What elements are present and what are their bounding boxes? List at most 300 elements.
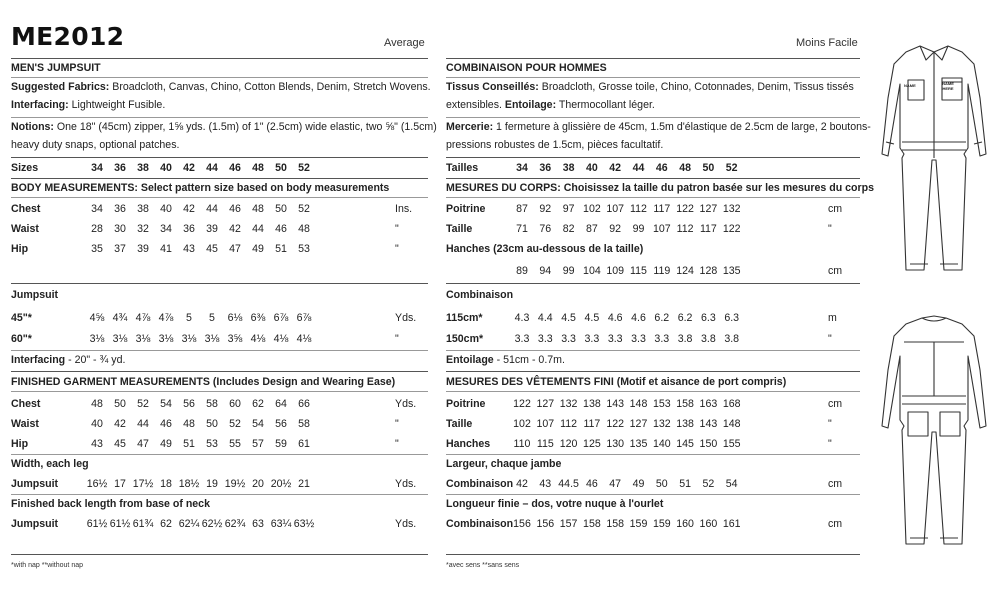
value-cell: 6.3 bbox=[724, 312, 740, 324]
section-heading: MEN'S JUMPSUIT bbox=[11, 62, 101, 74]
value-cell: 4⅞ bbox=[158, 312, 174, 324]
rule bbox=[11, 350, 428, 351]
finished-row-waist bbox=[11, 417, 428, 431]
unit-cell: cm bbox=[828, 265, 843, 277]
patch-text-right: NAME HERE bbox=[942, 81, 954, 91]
value-cell: 34 bbox=[91, 203, 103, 215]
value-cell: 140 bbox=[652, 438, 671, 450]
row-label: Combinaison bbox=[446, 478, 514, 490]
value-cell: 132 bbox=[722, 203, 741, 215]
value-cell: 4⅛ bbox=[250, 333, 266, 345]
value-cell: 20 bbox=[252, 478, 264, 490]
value-cell: 42 bbox=[183, 203, 195, 215]
value-cell: 52 bbox=[702, 478, 715, 490]
value-cell: 4.5 bbox=[584, 312, 600, 324]
body-row-chest bbox=[11, 202, 428, 216]
value-cell: 61¾ bbox=[132, 518, 154, 530]
row-label: Sizes bbox=[11, 162, 39, 174]
rule bbox=[11, 554, 428, 555]
unit-cell: Yds. bbox=[395, 518, 417, 530]
row-label: Chest bbox=[11, 203, 41, 215]
unit-cell: " bbox=[395, 438, 399, 450]
value-cell: 127 bbox=[536, 398, 555, 410]
rule bbox=[446, 391, 860, 392]
value-cell: 30 bbox=[114, 223, 126, 235]
interfacing-yardage-text: - 20" - ¾ yd. bbox=[65, 354, 126, 366]
value-cell: 143 bbox=[606, 398, 625, 410]
value-cell: 155 bbox=[722, 438, 741, 450]
value-cell: 41 bbox=[160, 243, 172, 255]
value-cell: 107 bbox=[652, 223, 671, 235]
value-cell: 5 bbox=[209, 312, 215, 324]
notions-line-fr bbox=[446, 120, 871, 134]
value-cell: 3.3 bbox=[514, 333, 530, 345]
value-cell: 122 bbox=[722, 223, 741, 235]
value-cell: 4⅞ bbox=[135, 312, 151, 324]
rule bbox=[11, 454, 428, 455]
value-cell: 97 bbox=[562, 203, 575, 215]
footnote: *with nap **without nap bbox=[11, 562, 83, 569]
rule bbox=[446, 494, 860, 495]
yardage-heading-fr: Combinaison bbox=[446, 289, 514, 301]
yardage-row-150 bbox=[446, 332, 860, 346]
value-cell: 35 bbox=[91, 243, 103, 255]
value-cell: 107 bbox=[606, 203, 625, 215]
value-cell: 135 bbox=[629, 438, 648, 450]
interfacing-label-fr: Entoilage: bbox=[504, 99, 557, 111]
value-cell: 48 bbox=[252, 203, 264, 215]
width-row-fr bbox=[446, 477, 860, 491]
value-cell: 3.8 bbox=[724, 333, 740, 345]
value-cell: 99 bbox=[632, 223, 645, 235]
value-cell: 4.4 bbox=[537, 312, 553, 324]
rule bbox=[11, 283, 428, 284]
value-cell: 42 bbox=[516, 478, 528, 490]
value-cell: 92 bbox=[539, 203, 552, 215]
rule bbox=[446, 197, 860, 198]
rule bbox=[446, 283, 860, 284]
size-cell: 46 bbox=[655, 162, 668, 174]
value-cell: 56 bbox=[275, 418, 287, 430]
value-cell: 57 bbox=[252, 438, 264, 450]
fabrics-line-fr-2 bbox=[446, 98, 655, 112]
value-cell: 45 bbox=[206, 243, 218, 255]
unit-cell: " bbox=[395, 223, 399, 235]
notions-text-fr: 1 fermeture à glissière de 45cm, 1.5m d'élastique de 2.5cm de large, 2 boutons- bbox=[493, 121, 871, 133]
rule bbox=[446, 157, 860, 158]
value-cell: 87 bbox=[585, 223, 598, 235]
value-cell: 158 bbox=[583, 518, 601, 530]
value-cell: 47 bbox=[137, 438, 149, 450]
unit-cell: " bbox=[395, 418, 399, 430]
value-cell: 115 bbox=[630, 265, 647, 277]
yardage-row-115 bbox=[446, 311, 860, 325]
value-cell: 51 bbox=[183, 438, 195, 450]
value-cell: 6⅛ bbox=[227, 312, 243, 324]
value-cell: 122 bbox=[676, 203, 694, 215]
value-cell: 148 bbox=[629, 398, 648, 410]
value-cell: 66 bbox=[298, 398, 310, 410]
value-cell: 157 bbox=[559, 518, 578, 530]
value-cell: 39 bbox=[137, 243, 149, 255]
value-cell: 47 bbox=[229, 243, 241, 255]
value-cell: 4.5 bbox=[561, 312, 576, 324]
fabrics-label-fr: Tissus Conseillés: bbox=[446, 81, 539, 93]
value-cell: 40 bbox=[91, 418, 103, 430]
value-cell: 51 bbox=[275, 243, 287, 255]
value-cell: 42 bbox=[229, 223, 241, 235]
value-cell: 49 bbox=[632, 478, 645, 490]
finished-row-poitrine bbox=[446, 397, 860, 411]
value-cell: 89 bbox=[516, 265, 528, 277]
english-column bbox=[11, 58, 437, 558]
value-cell: 36 bbox=[183, 223, 195, 235]
value-cell: 58 bbox=[206, 398, 218, 410]
row-label: Combinaison bbox=[446, 518, 514, 530]
value-cell: 3.3 bbox=[654, 333, 670, 345]
value-cell: 63¼ bbox=[270, 518, 292, 530]
value-cell: 122 bbox=[606, 418, 625, 430]
value-cell: 50 bbox=[275, 203, 287, 215]
value-cell: 127 bbox=[629, 418, 648, 430]
value-cell: 48 bbox=[183, 418, 195, 430]
value-cell: 163 bbox=[699, 398, 718, 410]
unit-cell: cm bbox=[828, 478, 843, 490]
value-cell: 156 bbox=[513, 518, 531, 530]
french-column bbox=[446, 58, 874, 558]
unit-cell: cm bbox=[828, 398, 843, 410]
value-cell: 3⅛ bbox=[181, 333, 197, 345]
value-cell: 51 bbox=[679, 478, 691, 490]
value-cell: 130 bbox=[606, 438, 625, 450]
value-cell: 54 bbox=[252, 418, 264, 430]
unit-cell: " bbox=[828, 418, 832, 430]
value-cell: 99 bbox=[562, 265, 575, 277]
rule bbox=[11, 178, 428, 179]
size-cell: 34 bbox=[91, 162, 103, 174]
row-label: Jumpsuit bbox=[11, 518, 59, 530]
yardage-row-60 bbox=[11, 332, 428, 346]
row-label: 45"* bbox=[11, 312, 32, 324]
interfacing-line bbox=[11, 98, 165, 112]
value-cell: 17 bbox=[114, 478, 126, 490]
value-cell: 110 bbox=[513, 438, 531, 450]
value-cell: 3⅝ bbox=[227, 333, 243, 345]
row-label: Chest bbox=[11, 398, 41, 410]
row-label: Tailles bbox=[446, 162, 479, 174]
sizes-row bbox=[11, 161, 428, 175]
row-label: Taille bbox=[446, 223, 473, 235]
value-cell: 125 bbox=[583, 438, 601, 450]
value-cell: 161 bbox=[722, 518, 741, 530]
section-heading-fr: COMBINAISON POUR HOMMES bbox=[446, 62, 607, 74]
value-cell: 44 bbox=[252, 223, 264, 235]
fabrics-line-fr bbox=[446, 80, 854, 94]
interfacing-yardage-text-fr: - 51cm - 0.7m. bbox=[493, 354, 565, 366]
value-cell: 3.3 bbox=[537, 333, 553, 345]
yardage-heading: Jumpsuit bbox=[11, 289, 59, 301]
value-cell: 132 bbox=[652, 418, 671, 430]
interfacing-yardage-fr bbox=[446, 353, 565, 367]
value-cell: 63½ bbox=[293, 518, 315, 530]
value-cell: 76 bbox=[539, 223, 552, 235]
value-cell: 6⅞ bbox=[273, 312, 289, 324]
row-label: Hip bbox=[11, 243, 29, 255]
fabrics-text-fr-2: extensibles. bbox=[446, 99, 505, 111]
value-cell: 6.3 bbox=[701, 312, 716, 324]
value-cell: 62 bbox=[160, 518, 172, 530]
value-cell: 4⅛ bbox=[273, 333, 289, 345]
value-cell: 43 bbox=[91, 438, 103, 450]
rule bbox=[11, 371, 428, 372]
rule bbox=[11, 391, 428, 392]
rule bbox=[446, 371, 860, 372]
value-cell: 46 bbox=[160, 418, 172, 430]
value-cell: 48 bbox=[91, 398, 103, 410]
value-cell: 104 bbox=[583, 265, 601, 277]
size-cell: 52 bbox=[298, 162, 310, 174]
size-cell: 44 bbox=[632, 162, 645, 174]
rule bbox=[446, 117, 860, 118]
size-cell: 40 bbox=[585, 162, 598, 174]
value-cell: 61 bbox=[298, 438, 310, 450]
value-cell: 3.8 bbox=[677, 333, 693, 345]
unit-cell: Yds. bbox=[395, 478, 417, 490]
value-cell: 115 bbox=[536, 438, 554, 450]
value-cell: 6⅜ bbox=[250, 312, 266, 324]
value-cell: 3.3 bbox=[607, 333, 623, 345]
finished-heading: FINISHED GARMENT MEASUREMENTS (Includes Design and Wearing Ease) bbox=[11, 376, 396, 388]
size-cell: 48 bbox=[679, 162, 691, 174]
unit-cell: m bbox=[828, 312, 837, 324]
value-cell: 20½ bbox=[270, 478, 292, 490]
size-cell: 50 bbox=[702, 162, 715, 174]
interfacing-text-fr: Thermocollant léger. bbox=[556, 99, 655, 111]
value-cell: 128 bbox=[699, 265, 718, 277]
rule bbox=[11, 197, 428, 198]
length-heading: Finished back length from base of neck bbox=[11, 498, 210, 510]
value-cell: 3.3 bbox=[631, 333, 646, 345]
value-cell: 37 bbox=[114, 243, 126, 255]
rule bbox=[446, 554, 860, 555]
value-cell: 158 bbox=[676, 398, 694, 410]
jumpsuit-front-illustration bbox=[876, 38, 992, 290]
value-cell: 18 bbox=[160, 478, 172, 490]
value-cell: 56 bbox=[183, 398, 195, 410]
value-cell: 17½ bbox=[132, 478, 154, 490]
unit-cell: Ins. bbox=[395, 203, 413, 215]
fabrics-label: Suggested Fabrics: bbox=[11, 81, 110, 93]
value-cell: 4⅛ bbox=[296, 333, 312, 345]
finished-row-taille bbox=[446, 417, 860, 431]
row-label: 60"* bbox=[11, 333, 32, 345]
difficulty-label: Average bbox=[384, 37, 425, 49]
row-label: Poitrine bbox=[446, 203, 486, 215]
value-cell: 107 bbox=[536, 418, 555, 430]
body-row-taille bbox=[446, 222, 860, 236]
value-cell: 3⅛ bbox=[158, 333, 174, 345]
body-row-poitrine bbox=[446, 202, 860, 216]
value-cell: 48 bbox=[298, 223, 310, 235]
value-cell: 6⅞ bbox=[296, 312, 312, 324]
unit-cell: " bbox=[395, 243, 399, 255]
value-cell: 138 bbox=[676, 418, 694, 430]
rule bbox=[446, 58, 860, 59]
finished-heading-fr: MESURES DES VÊTEMENTS FINI (Motif et aisance de port compris) bbox=[446, 376, 787, 388]
body-heading-fr: MESURES DU CORPS: Choisissez la taille du patron basée sur les mesures du corps bbox=[446, 182, 874, 194]
notions-label-fr: Mercerie: bbox=[446, 121, 494, 133]
size-cell: 38 bbox=[137, 162, 149, 174]
value-cell: 3⅛ bbox=[89, 333, 105, 345]
value-cell: 153 bbox=[652, 398, 671, 410]
value-cell: 52 bbox=[298, 203, 310, 215]
finished-row-hip bbox=[11, 437, 428, 451]
length-row bbox=[11, 517, 428, 531]
size-cell: 50 bbox=[275, 162, 287, 174]
value-cell: 4.3 bbox=[514, 312, 530, 324]
value-cell: 53 bbox=[206, 438, 218, 450]
interfacing-yardage-label-fr: Entoilage bbox=[446, 354, 494, 366]
interfacing-yardage-label: Interfacing bbox=[11, 354, 66, 366]
notions-line-fr-2: pressions robustes de 1.5cm, pièces facultatif. bbox=[446, 139, 664, 151]
value-cell: 3.3 bbox=[584, 333, 600, 345]
pattern-number: ME2012 bbox=[11, 22, 125, 51]
size-cell: 42 bbox=[609, 162, 622, 174]
rule bbox=[446, 454, 860, 455]
value-cell: 64 bbox=[275, 398, 287, 410]
size-cell: 36 bbox=[114, 162, 126, 174]
value-cell: 62¾ bbox=[224, 518, 246, 530]
value-cell: 58 bbox=[298, 418, 310, 430]
value-cell: 40 bbox=[160, 203, 172, 215]
rule bbox=[11, 117, 428, 118]
value-cell: 168 bbox=[722, 398, 741, 410]
value-cell: 44 bbox=[206, 203, 218, 215]
value-cell: 120 bbox=[559, 438, 578, 450]
body-row-hip bbox=[11, 242, 428, 256]
value-cell: 54 bbox=[725, 478, 738, 490]
value-cell: 47 bbox=[609, 478, 622, 490]
row-label: 115cm* bbox=[446, 312, 483, 324]
notions-line-2: heavy duty snaps, optional patches. bbox=[11, 139, 180, 151]
value-cell: 46 bbox=[585, 478, 598, 490]
value-cell: 122 bbox=[513, 398, 531, 410]
unit-cell: " bbox=[395, 333, 399, 345]
value-cell: 43 bbox=[539, 478, 552, 490]
value-cell: 19 bbox=[206, 478, 218, 490]
value-cell: 5 bbox=[186, 312, 192, 324]
unit-cell: " bbox=[828, 223, 832, 235]
size-cell: 40 bbox=[160, 162, 172, 174]
value-cell: 63 bbox=[252, 518, 264, 530]
value-cell: 49 bbox=[252, 243, 264, 255]
value-cell: 117 bbox=[699, 223, 717, 235]
value-cell: 62½ bbox=[201, 518, 223, 530]
value-cell: 71 bbox=[516, 223, 528, 235]
notions-text: One 18" (45cm) zipper, 1⅝ yds. (1.5m) of 1" (2.5cm) wide elastic, two ⅝" (1.5cm) bbox=[53, 121, 437, 133]
size-cell: 42 bbox=[183, 162, 195, 174]
value-cell: 50 bbox=[655, 478, 668, 490]
width-heading: Width, each leg bbox=[11, 458, 89, 470]
value-cell: 112 bbox=[560, 418, 578, 430]
width-heading-fr: Largeur, chaque jambe bbox=[446, 458, 562, 470]
row-label: Poitrine bbox=[446, 398, 486, 410]
size-cell: 36 bbox=[539, 162, 552, 174]
body-heading: BODY MEASUREMENTS: Select pattern size based on body measurements bbox=[11, 182, 390, 194]
size-cell: 48 bbox=[252, 162, 264, 174]
value-cell: 112 bbox=[676, 223, 694, 235]
length-heading-fr: Longueur finie – dos, votre nuque à l'ourlet bbox=[446, 498, 664, 510]
jumpsuit-back-illustration bbox=[876, 312, 992, 552]
value-cell: 159 bbox=[652, 518, 671, 530]
value-cell: 3⅛ bbox=[204, 333, 220, 345]
value-cell: 21 bbox=[298, 478, 310, 490]
value-cell: 61½ bbox=[109, 518, 131, 530]
value-cell: 49 bbox=[160, 438, 172, 450]
value-cell: 109 bbox=[606, 265, 625, 277]
value-cell: 19½ bbox=[224, 478, 246, 490]
size-cell: 46 bbox=[229, 162, 241, 174]
unit-cell: Yds. bbox=[395, 312, 417, 324]
value-cell: 34 bbox=[160, 223, 172, 235]
value-cell: 124 bbox=[676, 265, 694, 277]
value-cell: 135 bbox=[722, 265, 741, 277]
value-cell: 143 bbox=[699, 418, 718, 430]
fabrics-text: Broadcloth, Canvas, Chino, Cotton Blends, Denim, Stretch Wovens. bbox=[109, 81, 431, 93]
value-cell: 52 bbox=[137, 398, 149, 410]
value-cell: 117 bbox=[653, 203, 671, 215]
value-cell: 50 bbox=[114, 398, 126, 410]
unit-cell: cm bbox=[828, 203, 843, 215]
sizes-row-fr bbox=[446, 161, 860, 175]
value-cell: 43 bbox=[183, 243, 195, 255]
value-cell: 36 bbox=[114, 203, 126, 215]
interfacing-label: Interfacing: bbox=[11, 99, 69, 111]
value-cell: 3.8 bbox=[701, 333, 716, 345]
value-cell: 160 bbox=[676, 518, 694, 530]
value-cell: 150 bbox=[699, 438, 718, 450]
value-cell: 92 bbox=[609, 223, 622, 235]
value-cell: 102 bbox=[513, 418, 531, 430]
value-cell: 53 bbox=[298, 243, 310, 255]
value-cell: 62¼ bbox=[178, 518, 200, 530]
value-cell: 50 bbox=[206, 418, 218, 430]
row-label: Hip bbox=[11, 438, 29, 450]
rule bbox=[11, 494, 428, 495]
rule bbox=[11, 58, 428, 59]
rule bbox=[11, 157, 428, 158]
value-cell: 87 bbox=[516, 203, 528, 215]
value-cell: 55 bbox=[229, 438, 241, 450]
value-cell: 62 bbox=[252, 398, 264, 410]
size-cell: 52 bbox=[725, 162, 738, 174]
value-cell: 4.6 bbox=[631, 312, 646, 324]
width-row bbox=[11, 477, 428, 491]
fabrics-text-fr: Broadcloth, Grosse toile, Chino, Cotonnades, Denim, Tissus tissés bbox=[538, 81, 854, 93]
value-cell: 54 bbox=[160, 398, 172, 410]
value-cell: 28 bbox=[91, 223, 103, 235]
footnote-fr: *avec sens **sans sens bbox=[446, 562, 520, 569]
row-label: Taille bbox=[446, 418, 473, 430]
unit-cell: cm bbox=[828, 518, 843, 530]
rule bbox=[11, 77, 428, 78]
value-cell: 18½ bbox=[178, 478, 200, 490]
size-cell: 38 bbox=[562, 162, 575, 174]
value-cell: 44 bbox=[137, 418, 149, 430]
interfacing-text: Lightweight Fusible. bbox=[68, 99, 166, 111]
value-cell: 60 bbox=[229, 398, 241, 410]
row-label: Hanches bbox=[446, 438, 491, 450]
